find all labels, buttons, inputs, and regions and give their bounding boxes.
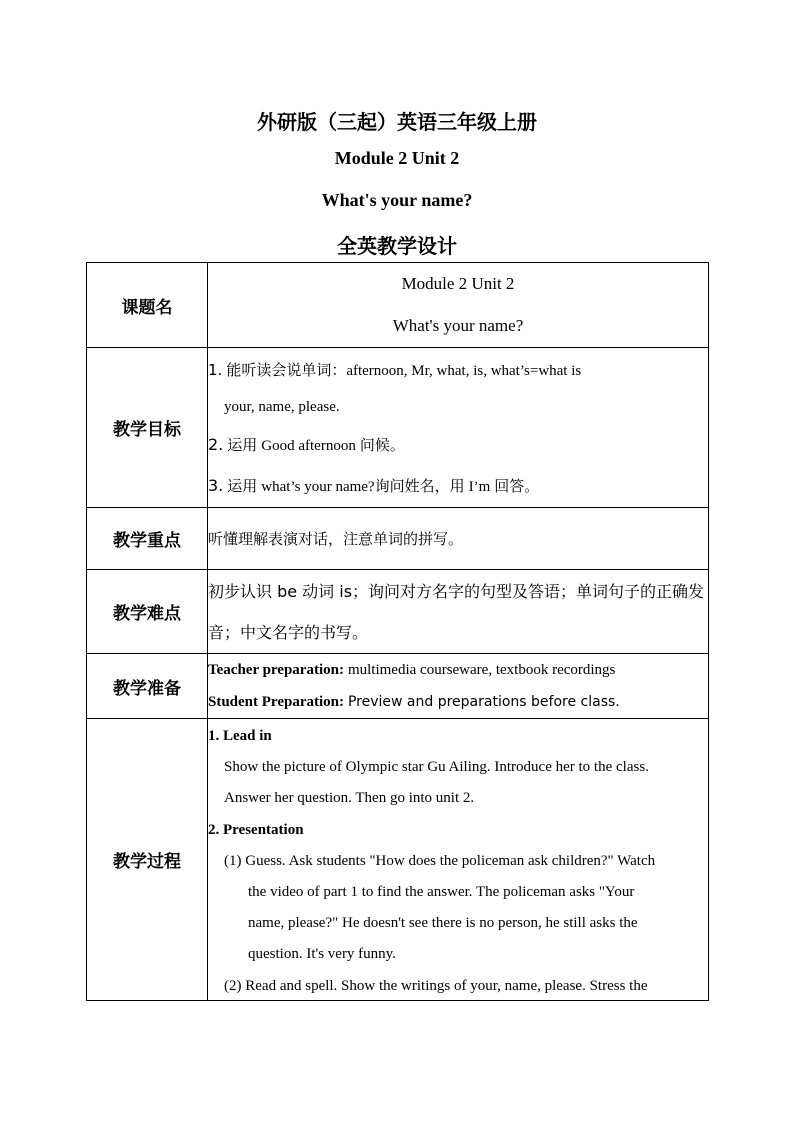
goal-3-text-en: what’s your name? [261, 479, 375, 495]
topic-label: 课题名 [87, 263, 208, 348]
goal-3-number: 3. [208, 476, 224, 495]
presentation-item-1-line-4: question. It's very funny. [248, 946, 396, 963]
design-title-heading: 全英教学设计 [337, 234, 457, 258]
goal-3-text-pre: 运用 [227, 477, 258, 495]
topic-line-1: Module 2 Unit 2 [401, 274, 515, 293]
goal-2-text-pre: 运用 [227, 436, 258, 454]
lesson-plan-table [86, 262, 709, 1001]
teacher-preparation-text: multimedia courseware, textbook recordings [347, 662, 616, 678]
difficulties-label: 教学难点 [87, 570, 208, 654]
goal-1-text-en: afternoon, Mr, what, is, what’s=what is [346, 363, 582, 379]
goal-3-text-en2: I’m [468, 479, 491, 495]
process-row [87, 719, 709, 1001]
student-preparation-label: Student Preparation: [208, 694, 344, 710]
key-points-label: 教学重点 [87, 508, 208, 570]
presentation-item-1-line-2: the video of part 1 to find the answer. The policeman asks "Your [248, 884, 635, 901]
difficulties-row [87, 570, 709, 654]
lesson-title-heading: What's your name? [321, 190, 473, 210]
presentation-item-2-label: (2) [224, 977, 242, 994]
presentation-item-2-line-1: Read and spell. Show the writings of your, name, please. Stress the [245, 977, 648, 994]
goal-2-text-en: Good afternoon [261, 438, 356, 454]
document-title: 外研版（三起）英语三年级上册 [257, 110, 537, 134]
goal-item-1 [208, 352, 708, 389]
student-preparation-text: Preview and preparations before class. [347, 694, 620, 710]
difficulties-line-2: 音；中文名字的书写。 [208, 622, 369, 642]
goal-2-number: 2. [208, 435, 224, 454]
process-label: 教学过程 [87, 719, 208, 1001]
presentation-item-1-line-1: Guess. Ask students "How does the policeman ask children?" Watch [245, 852, 656, 869]
goal-1-text-cn: 能听读会说单词： [226, 361, 347, 379]
preparation-row [87, 654, 709, 719]
goal-3-text-mid: 询问姓名，用 [374, 477, 465, 495]
goal-item-3 [208, 466, 708, 507]
key-points-row [87, 508, 709, 570]
difficulties-line-1: 初步认识 be 动词 is；询问对方名字的句型及答语；单词句子的正确发 [208, 581, 705, 601]
topic-content [208, 263, 709, 348]
goals-row [87, 348, 709, 508]
process-content [208, 719, 709, 1001]
goal-2-text-post: 问候。 [359, 436, 405, 454]
module-unit-heading: Module 2 Unit 2 [334, 148, 460, 168]
goal-1-number: 1. [208, 361, 223, 379]
process-step-1-title: 1. Lead in [208, 728, 272, 744]
presentation-item-1-label: (1) [224, 852, 242, 869]
goals-content [208, 348, 709, 508]
preparation-label: 教学准备 [87, 654, 208, 719]
process-step-1-line-2: Answer her question. Then go into unit 2. [224, 790, 475, 807]
teacher-preparation [208, 654, 708, 686]
goals-label: 教学目标 [87, 348, 208, 508]
topic-line-2: What's your name? [392, 316, 524, 335]
process-step-2-title: 2. Presentation [208, 821, 304, 838]
key-points-text: 听懂理解表演对话，注意单词的拼写。 [208, 508, 709, 570]
presentation-item-1-line-3: name, please?" He doesn't see there is no person, he still asks the [248, 915, 638, 932]
topic-row [87, 263, 709, 348]
goal-item-1-continued: your, name, please. [224, 399, 340, 415]
preparation-content [208, 654, 709, 719]
presentation-item-1 [208, 846, 708, 877]
student-preparation [208, 686, 708, 718]
presentation-item-2 [208, 971, 708, 1000]
teacher-preparation-label: Teacher preparation: [208, 662, 344, 678]
goal-3-text-post: 回答。 [494, 477, 540, 495]
goal-item-2 [208, 425, 708, 466]
process-step-1-line-1: Show the picture of Olympic star Gu Ailing. Introduce her to the class. [224, 759, 649, 776]
difficulties-content [208, 570, 709, 654]
